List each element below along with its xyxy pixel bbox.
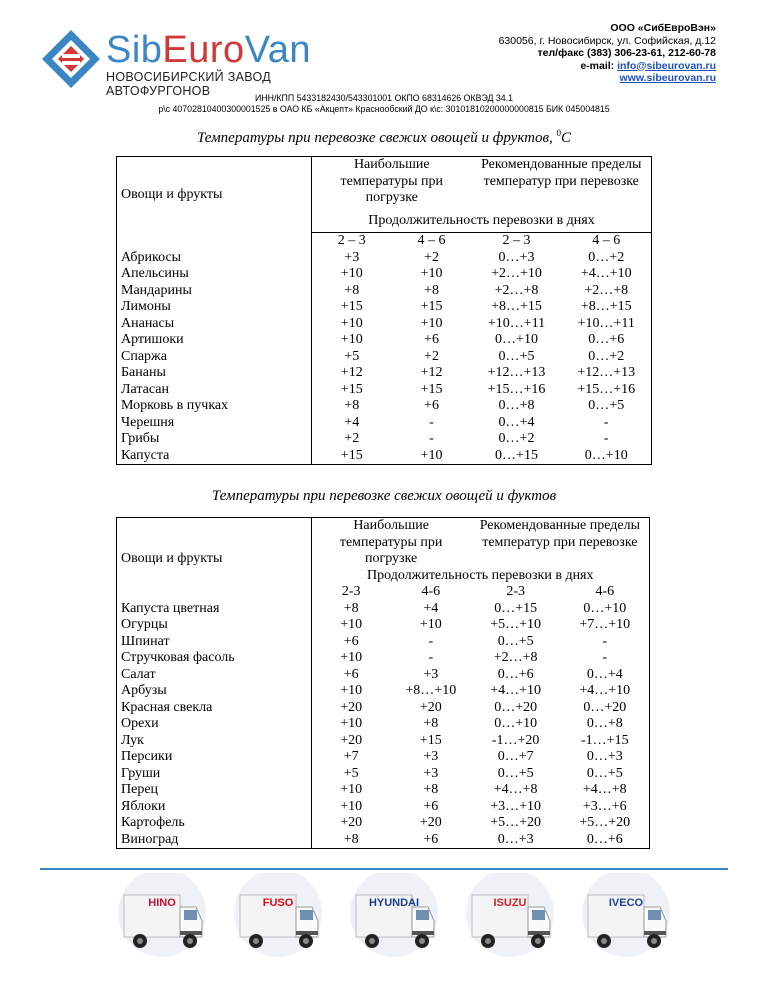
temperature-cell: +12 xyxy=(340,365,363,380)
temperature-cell: +10 xyxy=(340,683,363,698)
temperature-cell: +6 xyxy=(423,798,439,814)
temperature-cell: +6 xyxy=(343,666,359,682)
table-row xyxy=(117,431,652,448)
temperature-cell: +15 xyxy=(340,299,363,314)
temperature-cell: 0…+20 xyxy=(494,699,538,715)
company-logo xyxy=(40,28,340,98)
temperature-cell: +4…+10 xyxy=(490,683,542,698)
table1-days-spacer xyxy=(117,233,312,250)
table-row xyxy=(117,832,650,849)
brand-label: IVECO xyxy=(608,897,644,909)
table-row xyxy=(117,667,650,684)
temperature-cell: 0…+4 xyxy=(561,667,650,684)
temperature-cell: +2…+8 xyxy=(562,283,652,300)
table-row xyxy=(117,733,650,750)
product-name: Груши xyxy=(117,766,312,783)
logo-wordmark: SibEuroVan xyxy=(106,29,311,71)
table-row xyxy=(117,382,652,399)
table1-header-product: Овощи и фрукты xyxy=(117,157,312,234)
table-row xyxy=(117,266,652,283)
temperature-cell: +8 xyxy=(311,832,391,849)
brand-truck-fuso xyxy=(226,873,330,963)
company-name: ООО «СибЕвроВэн» xyxy=(610,22,716,34)
temperature-cell: +3 xyxy=(423,749,439,764)
product-name: Капуста цветная xyxy=(117,601,312,618)
fuso-truck-icon xyxy=(226,873,330,963)
temperature-cell: +8…+10 xyxy=(405,683,457,698)
table-row xyxy=(117,749,650,766)
temperature-cell: 0…+4 xyxy=(498,414,535,430)
brand-label: HYUNDAI xyxy=(368,897,420,909)
brand-truck-hyundai xyxy=(342,873,446,963)
product-name: Виноград xyxy=(117,832,312,849)
temperature-cell: 0…+2 xyxy=(562,349,652,366)
temperature-cell: +15 xyxy=(419,732,442,748)
temperature-cell: +12…+13 xyxy=(562,365,652,382)
table1-header-max: Наибольшие температуры при погрузке xyxy=(312,157,472,214)
brand-label: ISUZU xyxy=(493,897,527,909)
temperature-cell: +10 xyxy=(420,315,443,331)
footer-divider xyxy=(40,868,728,870)
temperature-cell: +20 xyxy=(340,815,363,830)
temperature-cell: - xyxy=(562,431,652,448)
temperature-cell: +15…+16 xyxy=(562,382,652,399)
temperature-cell: +15 xyxy=(312,448,392,465)
brand-label: HINO xyxy=(148,897,176,909)
table2-header-rec: Рекомендованные пределы температур при перевозке xyxy=(471,518,650,568)
table-row xyxy=(117,250,652,267)
temperature-cell: +6 xyxy=(343,633,359,649)
temperature-cell: 0…+5 xyxy=(497,765,534,781)
table-row xyxy=(117,650,650,667)
temperature-cell: 0…+3 xyxy=(561,749,650,766)
temperature-cell: +10 xyxy=(340,332,363,347)
table-row xyxy=(117,415,652,432)
temperature-cell: +4…+8 xyxy=(493,782,538,797)
table-row xyxy=(117,617,650,634)
temperature-cell: +8 xyxy=(344,282,360,298)
table2-caption: Температуры при перевозке свежих овощей и фуктов xyxy=(211,488,557,504)
table1-header-duration: Продолжительность перевозки в днях xyxy=(312,213,652,232)
table2-header-duration: Продолжительность перевозки в днях xyxy=(311,568,649,585)
table1-caption: Температуры при перевозке свежих овощей и фруктов, $^0$С xyxy=(197,128,571,146)
temperature-cell: 0…+6 xyxy=(497,666,534,682)
temperature-cell: +2 xyxy=(424,348,439,364)
temperature-cell: +10 xyxy=(420,266,443,281)
temperature-cell: 0…+3 xyxy=(471,832,561,849)
temperature-cell: +3…+10 xyxy=(490,798,542,814)
table-row xyxy=(117,448,652,465)
product-name: Шпинат xyxy=(117,634,312,651)
temperature-cell: +8…+15 xyxy=(491,299,542,314)
product-name: Мандарины xyxy=(117,283,312,300)
temperature-cell: 0…+5 xyxy=(562,398,652,415)
temperature-cell: - xyxy=(429,431,434,446)
temperature-cell: 0…+10 xyxy=(494,716,538,731)
hino-truck-icon xyxy=(110,873,214,963)
temperature-cell: +5…+10 xyxy=(490,617,542,632)
sibeurovan-logo-icon xyxy=(40,28,102,90)
temperature-cell: 0…+10 xyxy=(561,601,650,618)
company-email-line: e-mail: info@sibeurovan.ru xyxy=(580,59,716,72)
temperature-cell: +4…+10 xyxy=(562,266,652,283)
temperature-cell: +12 xyxy=(420,365,443,380)
table1-day-header: 2 – 3 xyxy=(337,233,366,248)
temperature-cell: +10 xyxy=(340,266,363,281)
temperature-cell: +10 xyxy=(340,782,363,797)
temperature-cell: -1…+15 xyxy=(561,733,650,750)
product-name: Бананы xyxy=(117,365,312,382)
iveco-truck-icon xyxy=(574,873,678,963)
table-row xyxy=(117,782,650,799)
temperature-cell: - xyxy=(561,650,650,667)
table1-day-header: 4 – 6 xyxy=(417,233,446,248)
table-row xyxy=(117,799,650,816)
email-link[interactable]: info@sibeurovan.ru xyxy=(617,59,716,72)
product-name: Салат xyxy=(117,667,312,684)
company-contacts xyxy=(499,22,716,85)
table1-day-header: 2 – 3 xyxy=(502,233,531,248)
brand-label: FUSO xyxy=(262,897,294,909)
temperature-cell: +15 xyxy=(340,381,363,397)
temperature-cell: +7 xyxy=(343,749,359,764)
temperature-cell: 0…+8 xyxy=(561,716,650,733)
temperature-cell: +10…+11 xyxy=(487,315,546,331)
temperature-cell: +12…+13 xyxy=(487,365,546,380)
product-name: Ананасы xyxy=(117,316,312,333)
temperature-cell: +4…+10 xyxy=(561,683,650,700)
table2-header-max: Наибольшие температуры при погрузке xyxy=(311,518,471,568)
product-name: Спаржа xyxy=(117,349,312,366)
temperature-cell: +6 xyxy=(424,398,439,413)
temperature-cell: 0…+10 xyxy=(562,448,652,465)
product-name: Латасан xyxy=(117,382,312,399)
temperature-cell: 0…+5 xyxy=(561,766,650,783)
table2-day-header: 4-6 xyxy=(561,584,650,601)
company-phone: тел/факс (383) 306-23-61, 212-60-78 xyxy=(537,47,716,59)
table1-day-header: 4 – 6 xyxy=(562,233,652,250)
product-name: Огурцы xyxy=(117,617,312,634)
temperature-cell: +4 xyxy=(423,600,439,616)
temperature-cell: 0…+5 xyxy=(497,633,534,649)
temperature-cell: - xyxy=(428,650,434,665)
temperature-cell: +20 xyxy=(340,732,363,748)
logo-subtitle: НОВОСИБИРСКИЙ ЗАВОД АВТОФУРГОНОВ xyxy=(106,70,271,98)
temperature-cell: +10 xyxy=(340,617,363,632)
requisites-line-2: р\с 40702810400300001525 в ОАО КБ «Акцепт» Краснообский ДО к\с: 30101810200000000815 БИК 045004815 xyxy=(158,104,610,114)
product-name: Перец xyxy=(117,782,312,799)
website-link[interactable]: www.sibeurovan.ru xyxy=(619,72,716,84)
temperature-cell: 0…+15 xyxy=(472,448,562,465)
temperature-cell: +8 xyxy=(423,782,439,797)
temperature-cell: - xyxy=(561,634,650,651)
temperature-cell: +10…+11 xyxy=(562,316,652,333)
table-row xyxy=(117,299,652,316)
temperature-cell: +3 xyxy=(344,249,360,265)
table2-day-header: 4-6 xyxy=(421,584,441,599)
temperature-cell: 0…+10 xyxy=(495,332,538,347)
temperature-cell: 0…+8 xyxy=(498,398,535,413)
temperature-cell: 0…+20 xyxy=(561,700,650,717)
table1 xyxy=(116,156,652,465)
temperature-cell: +20 xyxy=(340,699,363,715)
table1-header-rec: Рекомендованные пределы температур при перевозке xyxy=(472,157,652,214)
product-name: Лук xyxy=(117,733,312,750)
product-name: Персики xyxy=(117,749,312,766)
temperature-cell: +20 xyxy=(419,699,442,715)
table-row xyxy=(117,365,652,382)
product-name: Капуста xyxy=(117,448,312,465)
table2-day-header: 2-3 xyxy=(341,584,361,599)
product-name: Черешня xyxy=(117,415,312,432)
temperature-cell: +2…+10 xyxy=(491,266,542,281)
temperature-cell: +2 xyxy=(424,249,439,265)
table-row xyxy=(117,283,652,300)
product-name: Апельсины xyxy=(117,266,312,283)
temperature-cell: +10 xyxy=(340,315,363,331)
temperature-cell: - xyxy=(429,414,434,430)
temperature-cell: 0…+5 xyxy=(498,348,535,364)
product-name: Артишоки xyxy=(117,332,312,349)
temperature-cell: +10 xyxy=(340,716,363,731)
temperature-cell: +2 xyxy=(344,431,360,446)
temperature-cell: +15…+16 xyxy=(487,381,546,397)
product-name: Стручковая фасоль xyxy=(117,650,312,667)
temperature-cell: +6 xyxy=(391,832,471,849)
temperature-cell: 0…+6 xyxy=(562,332,652,349)
table-row xyxy=(117,815,650,832)
temperature-cell: +8 xyxy=(344,398,360,413)
temperature-cell: +8…+15 xyxy=(562,299,652,316)
brand-truck-iveco xyxy=(574,873,678,963)
product-name: Яблоки xyxy=(117,799,312,816)
table-row xyxy=(117,332,652,349)
temperature-cell: +5 xyxy=(343,765,359,781)
brand-truck-isuzu xyxy=(458,873,562,963)
temperature-cell: +2…+8 xyxy=(493,650,538,665)
brand-truck-hino xyxy=(110,873,214,963)
temperature-cell: 0…+3 xyxy=(498,249,535,265)
product-name: Абрикосы xyxy=(117,250,312,267)
temperature-cell: +15 xyxy=(420,299,443,314)
temperature-cell: +3…+6 xyxy=(561,799,650,816)
product-name: Грибы xyxy=(117,431,312,448)
temperature-cell: -1…+20 xyxy=(491,732,540,748)
temperature-cell: +20 xyxy=(419,815,442,830)
temperature-cell: +5…+20 xyxy=(561,815,650,832)
table-row xyxy=(117,700,650,717)
table1-days-row xyxy=(117,233,652,250)
product-name: Картофель xyxy=(117,815,312,832)
temperature-cell: +4…+8 xyxy=(561,782,650,799)
table-row xyxy=(117,316,652,333)
truck-brands xyxy=(110,873,670,963)
table-row xyxy=(117,683,650,700)
table-row xyxy=(117,349,652,366)
temperature-cell: +2…+8 xyxy=(494,282,539,298)
table-row xyxy=(117,634,650,651)
product-name: Лимоны xyxy=(117,299,312,316)
hyundai-truck-icon xyxy=(342,873,446,963)
temperature-cell: +5…+20 xyxy=(490,815,542,830)
temperature-cell: 0…+2 xyxy=(562,250,652,267)
temperature-cell: 0…+7 xyxy=(497,749,534,764)
temperature-cell: 0…+6 xyxy=(561,832,650,849)
temperature-cell: +10 xyxy=(340,798,363,814)
table-row xyxy=(117,398,652,415)
temperature-cell: +5 xyxy=(344,348,360,364)
temperature-cell: +10 xyxy=(419,617,442,632)
temperature-cell: +10 xyxy=(392,448,472,465)
table2 xyxy=(116,517,650,849)
temperature-cell: +7…+10 xyxy=(561,617,650,634)
temperature-cell: +3 xyxy=(423,666,439,682)
product-name: Морковь в пучках xyxy=(117,398,312,415)
temperature-cell: +6 xyxy=(424,332,439,347)
temperature-cell: 0…+15 xyxy=(494,600,538,616)
temperature-cell: +3 xyxy=(423,765,439,781)
table-row xyxy=(117,716,650,733)
temperature-cell: +8 xyxy=(423,716,439,731)
table-row xyxy=(117,766,650,783)
table-row xyxy=(117,601,650,618)
table2-header-product: Овощи и фрукты xyxy=(117,518,312,601)
temperature-cell: +8 xyxy=(424,282,439,298)
isuzu-truck-icon xyxy=(458,873,562,963)
temperature-cell: +10 xyxy=(340,650,363,665)
temperature-cell: - xyxy=(428,633,434,649)
temperature-cell: +8 xyxy=(343,600,359,616)
company-address: 630056, г. Новосибирск, ул. Софийская, д.12 xyxy=(498,34,716,47)
product-name: Орехи xyxy=(117,716,312,733)
table2-day-header: 2-3 xyxy=(506,584,525,599)
temperature-cell: +15 xyxy=(420,381,443,397)
product-name: Красная свекла xyxy=(117,700,312,717)
temperature-cell: +4 xyxy=(344,414,360,430)
product-name: Арбузы xyxy=(117,683,312,700)
requisites-line-1: ИНН/КПП 5433182430/543301001 ОКПО 68314626 ОКВЭД 34.1 xyxy=(254,93,514,103)
temperature-cell: - xyxy=(562,415,652,432)
temperature-cell: 0…+2 xyxy=(498,431,535,446)
